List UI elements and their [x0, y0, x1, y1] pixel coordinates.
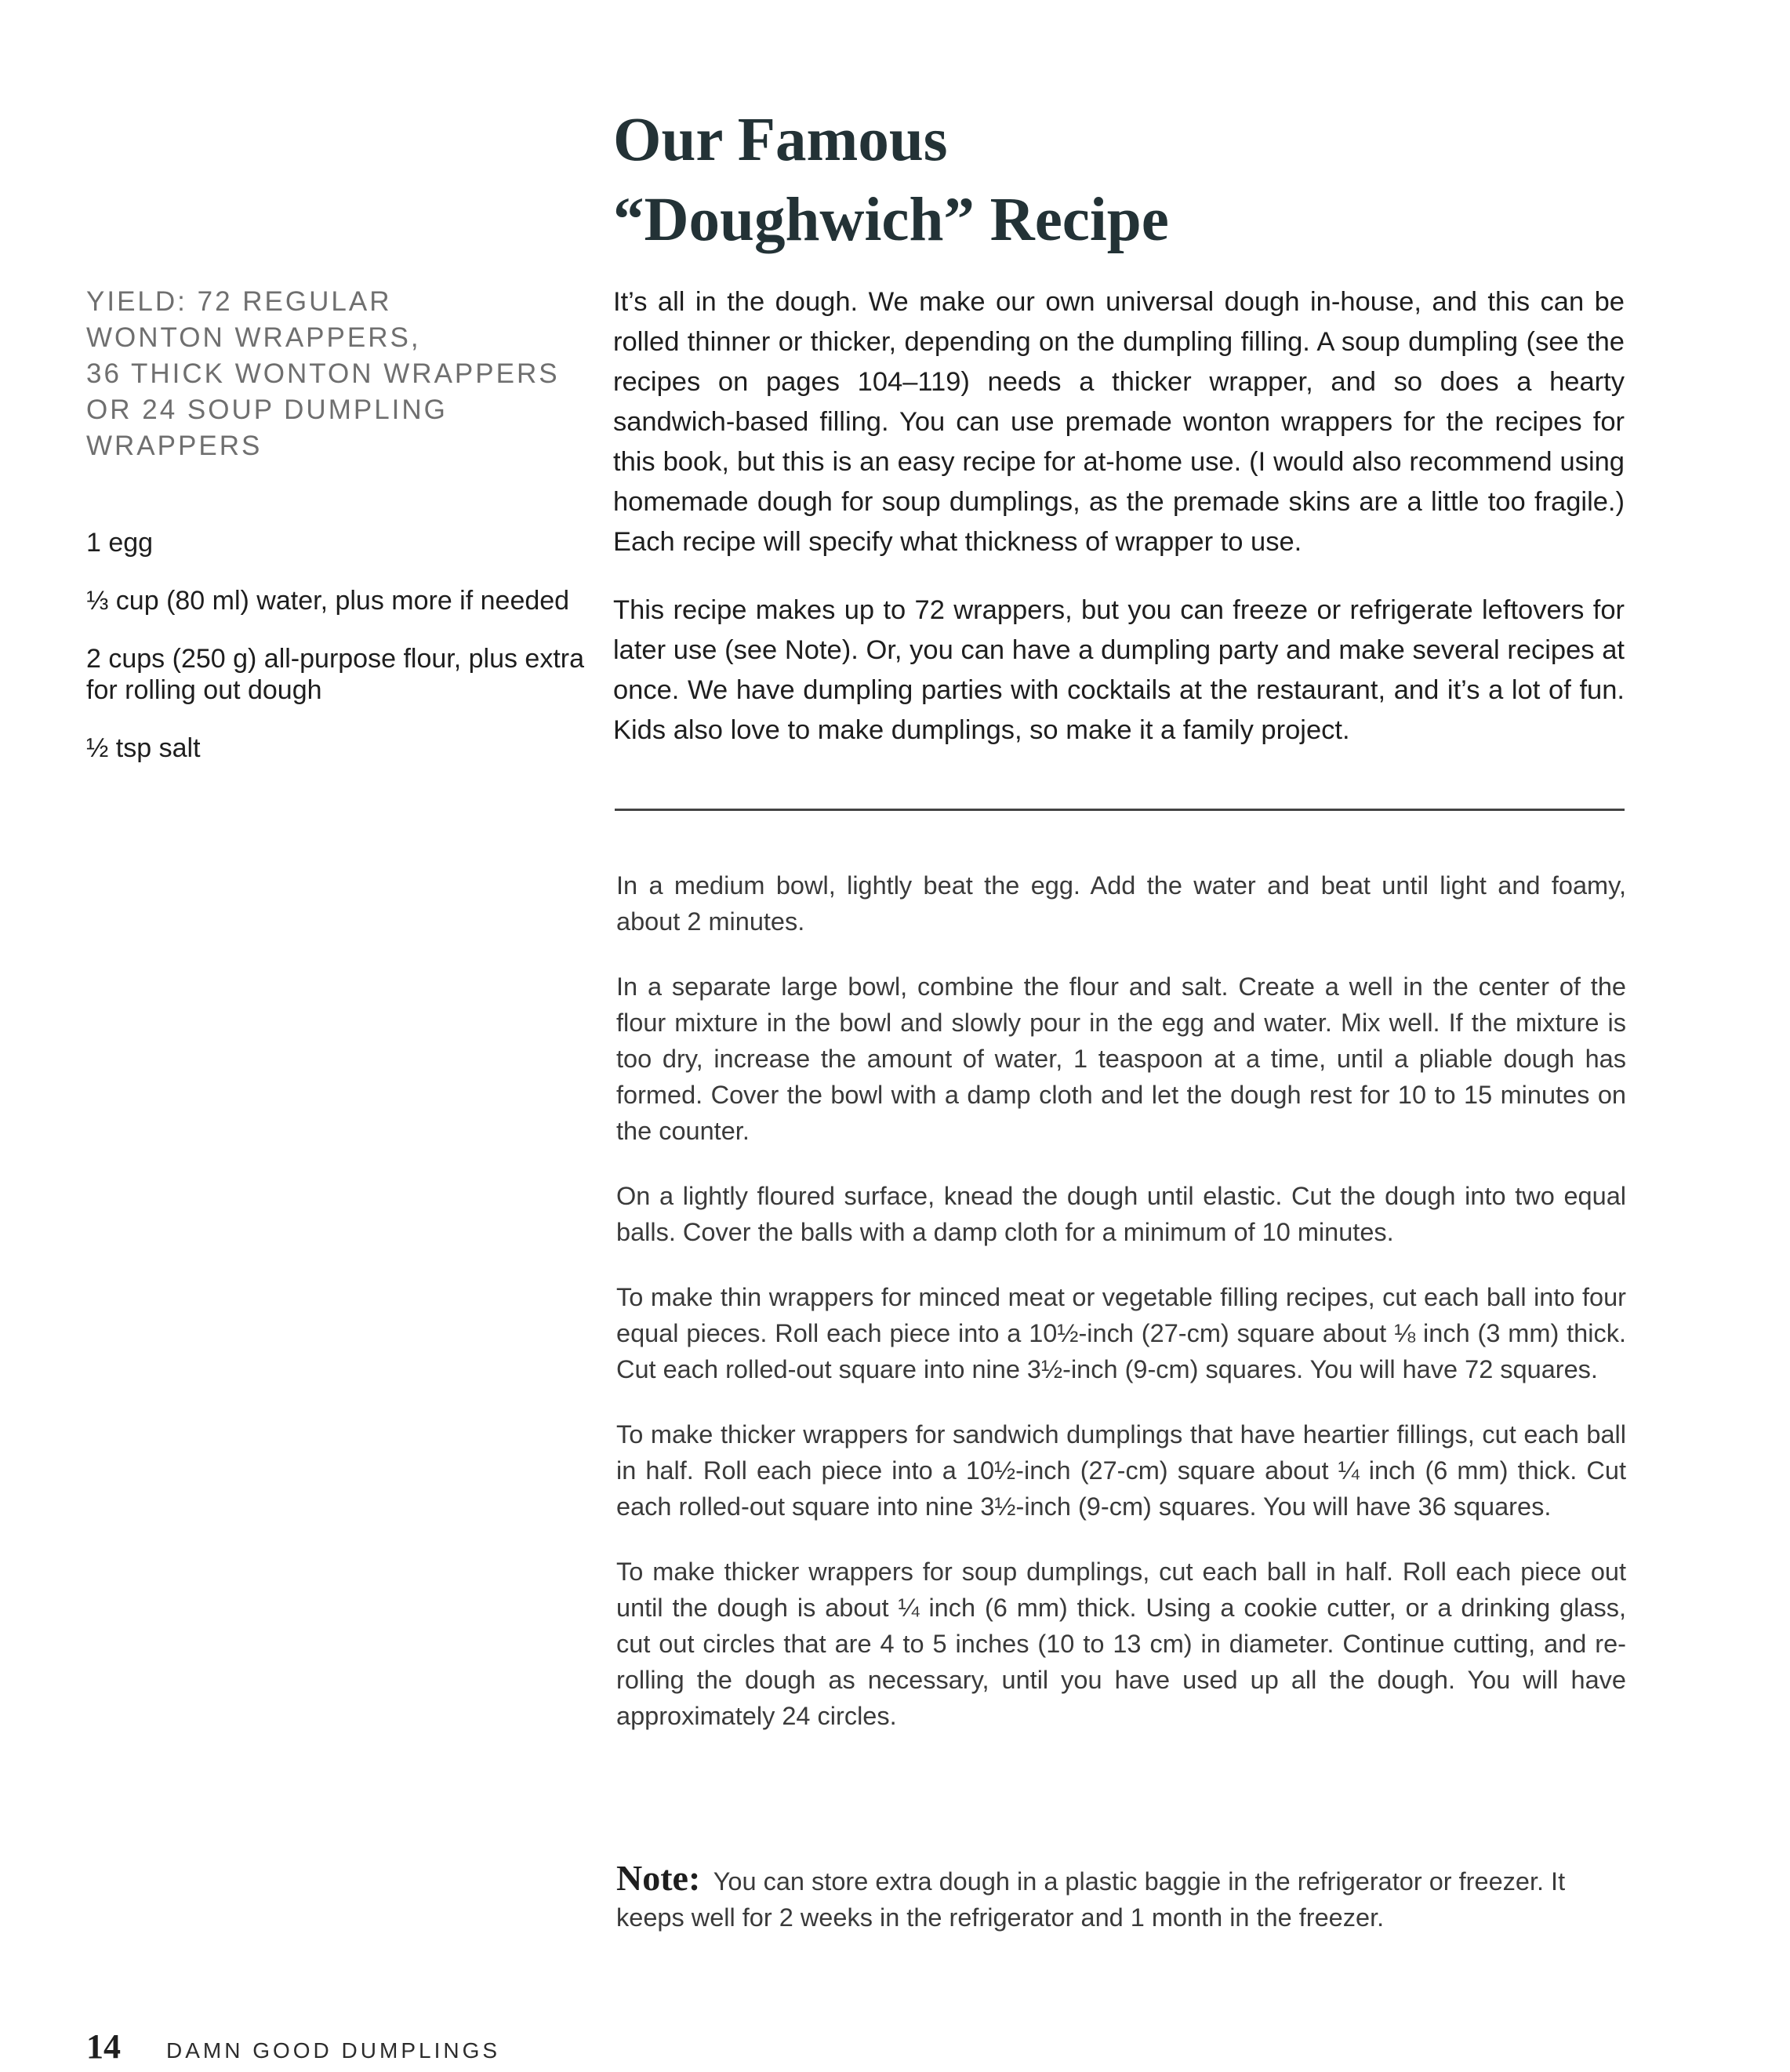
direction-step: To make thicker wrappers for soup dumplings, cut each ball in half. Roll each piece out until the dough is about ¼ inch (6 mm) thick. Using a cookie cutter, or a drinking glass, cut out circles that are 4 to 5 inches (10 to 13 cm) in diameter. Continue cutting, and re-rolling the dough as necessary, until you have used up all the dough. You will have approximately 24 circles. — [616, 1558, 1626, 1730]
title-line-2: “Doughwich” Recipe — [613, 186, 1169, 254]
direction-step: In a medium bowl, lightly beat the egg. Add the water and beat until light and foamy, about 2 minutes. — [616, 871, 1626, 936]
ingredient-item: 2 cups (250 g) all-purpose flour, plus extra for rolling out dough — [86, 644, 585, 705]
note-text: You can store extra dough in a plastic baggie in the refrigerator or freezer. It keeps well for 2 weeks in the refrigerator and 1 month in the freezer. — [616, 1867, 1566, 1932]
ingredient-item: ⅓ cup (80 ml) water, plus more if needed — [86, 586, 570, 616]
yield-statement — [86, 284, 588, 464]
ingredient-item: ½ tsp salt — [86, 733, 201, 763]
page-title — [613, 100, 1632, 260]
book-title: DAMN GOOD DUMPLINGS — [166, 2038, 501, 2063]
direction-step: In a separate large bowl, combine the flour and salt. Create a well in the center of the flour mixture in the bowl and slowly pour in the egg and water. Mix well. If the mixture is too dry, increase the amount of water, 1 teaspoon at a time, until a pliable dough has formed. Cover the bowl with a damp cloth and let the dough rest for 10 to 15 minutes on the counter. — [616, 972, 1626, 1145]
yield-line: WONTON WRAPPERS, — [86, 322, 421, 353]
direction-step: To make thin wrappers for minced meat or vegetable filling recipes, cut each ball into four equal pieces. Roll each piece into a 10½-inch (27-cm) square about ⅛ inch (3 mm) thick. Cut each rolled-out square into nine 3½-inch (9-cm) squares. You will have 72 squares. — [616, 1283, 1626, 1383]
intro-paragraph: This recipe makes up to 72 wrappers, but you can freeze or refrigerate leftovers for later use (see Note). Or, you can have a dumpling party and make several recipes at once. We have dumpling parties with cocktails at the restaurant, and it’s a lot of fun. Kids also love to make dumplings, so make it a family project. — [613, 595, 1625, 745]
directions-section — [616, 867, 1626, 1763]
note-label: Note: — [616, 1858, 701, 1898]
intro-paragraph: It’s all in the dough. We make our own universal dough in-house, and this can be rolled thinner or thicker, depending on the dumpling filling. A soup dumpling (see the recipes on pages 104–119) needs a thicker wrapper, and so does a hearty sandwich-based filling. You can use premade wonton wrappers for the recipes for this book, but this is an easy recipe for at-home use. (I would also recommend using homemade dough for soup dumplings, as the premade skins are a little too fragile.) Each recipe will specify what thickness of wrapper to use. — [613, 287, 1625, 557]
page-footer — [86, 2027, 500, 2067]
note-section — [616, 1860, 1626, 1936]
yield-line: 36 THICK WONTON WRAPPERS — [86, 358, 560, 389]
page-number: 14 — [86, 2027, 121, 2066]
ingredient-list — [86, 527, 588, 764]
ingredient-item: 1 egg — [86, 528, 154, 558]
direction-step: On a lightly floured surface, knead the dough until elastic. Cut the dough into two equal balls. Cover the balls with a damp cloth for a minimum of 10 minutes. — [616, 1182, 1626, 1246]
yield-line: YIELD: 72 REGULAR — [86, 286, 392, 317]
yield-line: WRAPPERS — [86, 431, 263, 461]
sidebar — [86, 284, 588, 791]
direction-step: To make thicker wrappers for sandwich dumplings that have heartier fillings, cut each ball in half. Roll each piece into a 10½-inch (27-cm) square about ¼ inch (6 mm) thick. Cut each rolled-out square into nine 3½-inch (9-cm) squares. You will have 36 squares. — [616, 1420, 1626, 1521]
intro-section — [613, 282, 1625, 779]
section-divider — [615, 809, 1625, 811]
title-line-1: Our Famous — [613, 106, 948, 174]
yield-line: OR 24 SOUP DUMPLING — [86, 394, 448, 425]
